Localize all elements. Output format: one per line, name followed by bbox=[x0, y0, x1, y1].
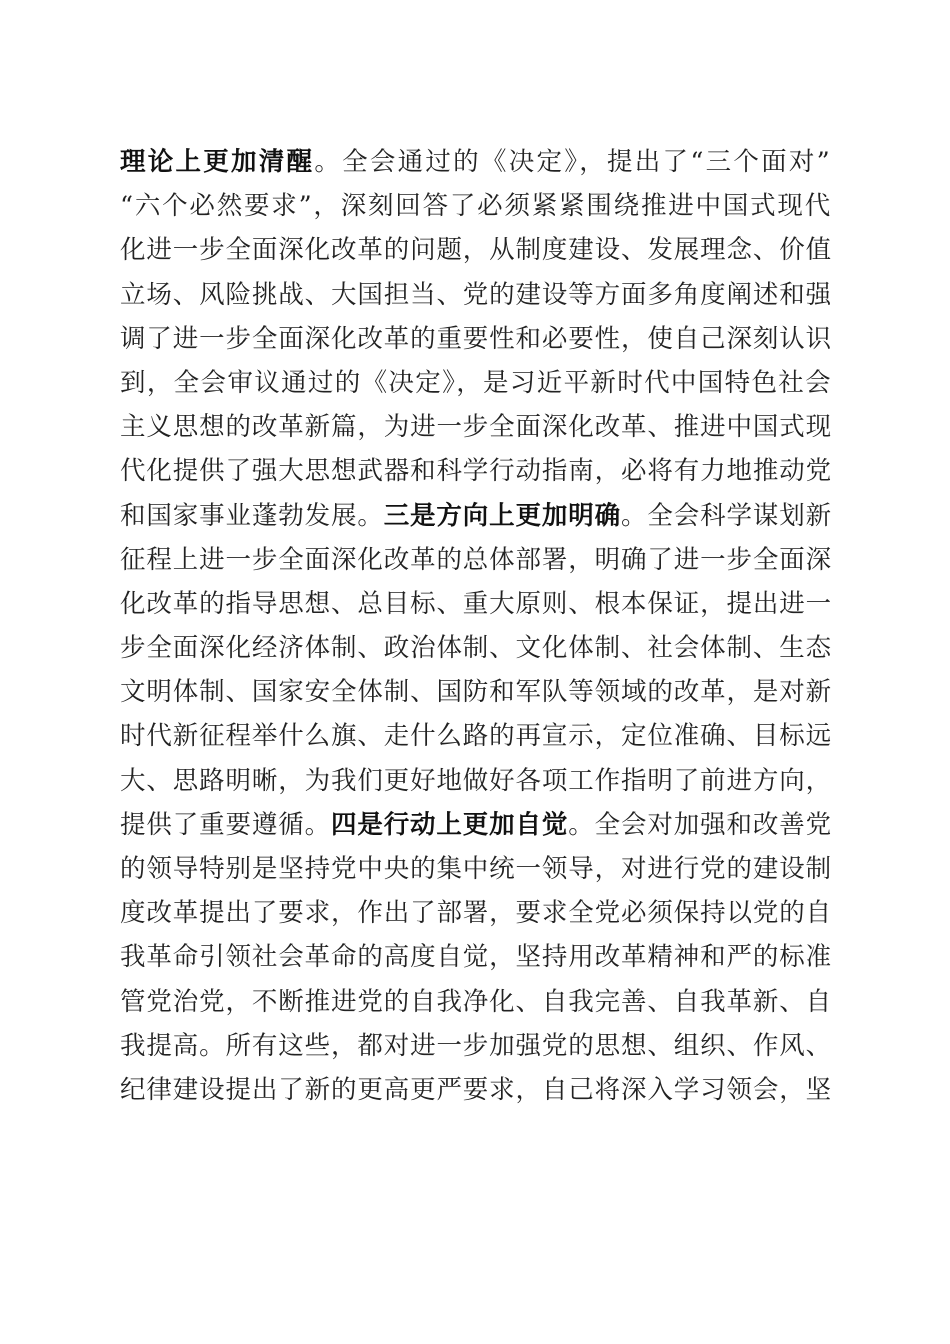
text-run: 提供了重要遵循。 bbox=[120, 809, 331, 840]
text-line bbox=[120, 626, 832, 670]
text-line bbox=[120, 891, 832, 935]
text-line bbox=[120, 494, 832, 538]
text-run: “六个必然要求”，深刻回答了必须紧紧围绕推进中国式现代 bbox=[120, 191, 832, 222]
text-run: 。全会通过的《决定》，提出了“三个面对” bbox=[314, 147, 832, 177]
text-line bbox=[120, 405, 832, 449]
body-paragraph bbox=[120, 140, 832, 1112]
text-line bbox=[120, 317, 832, 361]
bold-heading-phrase: 理论上更加清醒 bbox=[120, 147, 315, 177]
text-run: 。全会科学谋划新 bbox=[621, 500, 832, 531]
text-line bbox=[120, 1068, 832, 1112]
text-line bbox=[120, 714, 832, 758]
text-run: 度改革提出了要求，作出了部署，要求全党必须保持以党的自 bbox=[120, 898, 832, 929]
text-run: 主义思想的改革新篇，为进一步全面深化改革、推进中国式现 bbox=[120, 412, 832, 443]
text-run: 征程上进一步全面深化改革的总体部署，明确了进一步全面深 bbox=[120, 544, 832, 575]
text-line bbox=[120, 582, 832, 626]
text-run: 化改革的指导思想、总目标、重大原则、根本保证，提出进一 bbox=[120, 588, 832, 619]
text-run: 的领导特别是坚持党中央的集中统一领导，对进行党的建设制 bbox=[120, 854, 832, 884]
text-line bbox=[120, 361, 832, 405]
text-run: 。全会对加强和改善党 bbox=[568, 809, 832, 840]
text-line bbox=[120, 980, 832, 1024]
text-run: 化进一步全面深化改革的问题，从制度建设、发展理念、价值 bbox=[120, 235, 832, 266]
text-line bbox=[120, 670, 832, 714]
text-run: 我提高。所有这些，都对进一步加强党的思想、组织、作风、 bbox=[120, 1030, 832, 1061]
text-line bbox=[120, 449, 832, 493]
text-line bbox=[120, 1024, 832, 1068]
text-run: 我革命引领社会革命的高度自觉，坚持用改革精神和严的标准 bbox=[120, 942, 832, 973]
text-run: 管党治党，不断推进党的自我净化、自我完善、自我革新、自 bbox=[120, 986, 832, 1017]
text-run: 立场、风险挑战、大国担当、党的建设等方面多角度阐述和强 bbox=[120, 279, 832, 310]
text-run: 到，全会审议通过的《决定》，是习近平新时代中国特色社会 bbox=[120, 367, 832, 398]
text-line bbox=[120, 184, 832, 228]
text-line bbox=[120, 847, 832, 891]
text-line bbox=[120, 273, 832, 317]
text-run: 调了进一步全面深化改革的重要性和必要性，使自己深刻认识 bbox=[120, 323, 832, 354]
text-run: 文明体制、国家安全体制、国防和军队等领域的改革，是对新 bbox=[120, 677, 832, 708]
text-run: 代化提供了强大思想武器和科学行动指南，必将有力地推动党 bbox=[120, 456, 832, 487]
text-run: 时代新征程举什么旗、走什么路的再宣示，定位准确、目标远 bbox=[120, 721, 832, 752]
text-run: 大、思路明晰，为我们更好地做好各项工作指明了前进方向， bbox=[120, 765, 832, 796]
text-line bbox=[120, 228, 832, 272]
text-run: 和国家事业蓬勃发展。 bbox=[120, 500, 384, 531]
text-run: 步全面深化经济体制、政治体制、文化体制、社会体制、生态 bbox=[120, 633, 832, 664]
text-run: 纪律建设提出了新的更高更严要求，自己将深入学习领会，坚 bbox=[120, 1074, 832, 1105]
text-line bbox=[120, 759, 832, 803]
bold-heading-phrase: 三是方向上更加明确 bbox=[383, 500, 622, 531]
text-line bbox=[120, 140, 832, 184]
text-line bbox=[120, 935, 832, 979]
text-line bbox=[120, 803, 832, 847]
bold-heading-phrase: 四是行动上更加自觉 bbox=[330, 809, 569, 840]
text-line bbox=[120, 538, 832, 582]
